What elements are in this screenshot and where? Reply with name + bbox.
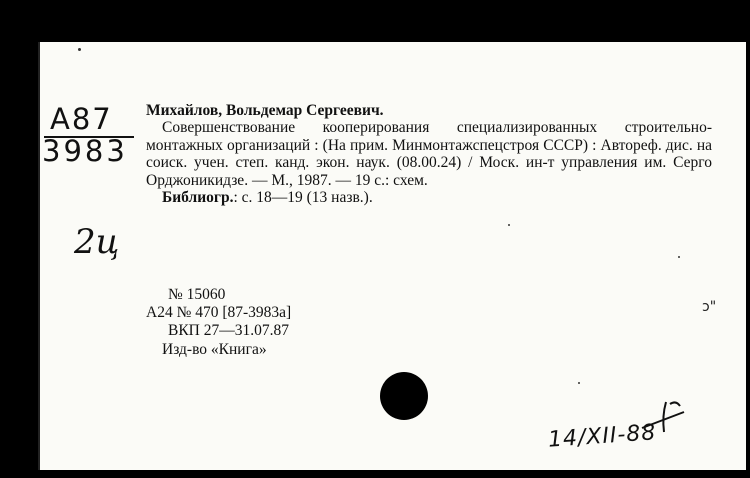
bibliographic-entry [146, 102, 712, 206]
shelf-mark-line1: А87 [50, 102, 113, 136]
author-heading: Михайлов, Вольдемар Сергеевич. [146, 102, 384, 119]
handwritten-date: 14/XII-88 [547, 420, 658, 453]
publisher: Изд-во «Книга» [162, 341, 267, 358]
vkp-date: ВКП 27—31.07.87 [168, 322, 289, 339]
signature-flourish [636, 398, 688, 434]
stray-mark: ɔ" [702, 299, 717, 315]
speck [678, 256, 680, 258]
bibliography-label: Библиогр. [162, 189, 234, 207]
speck [508, 224, 510, 226]
catalog-card [38, 42, 746, 470]
bibliography-note [146, 189, 712, 206]
accession-number: № 15060 [168, 286, 226, 303]
order-code: А24 № 470 [87-3983а] [146, 304, 292, 321]
shelf-mark-line2: 3983 [42, 134, 128, 168]
speck [578, 382, 580, 384]
copies-note: 2ц [74, 222, 120, 262]
bibliography-text: : с. 18—19 (13 назв.). [233, 189, 373, 207]
speck [78, 48, 81, 51]
title-description: Совершенствование кооперирования специализированных строительно-монтажных организаций : (На прим. Минмонтажспецстроя СССР) : Автореф. дис. на соиск. учен. степ. канд. экон. наук. (08.00.24) / Моск. ин-т управления им. Серго Орджоникидзе. — М., 1987. — 19 с.: схем. [146, 119, 712, 189]
scan-edge [38, 42, 40, 470]
punch-hole [380, 372, 428, 420]
